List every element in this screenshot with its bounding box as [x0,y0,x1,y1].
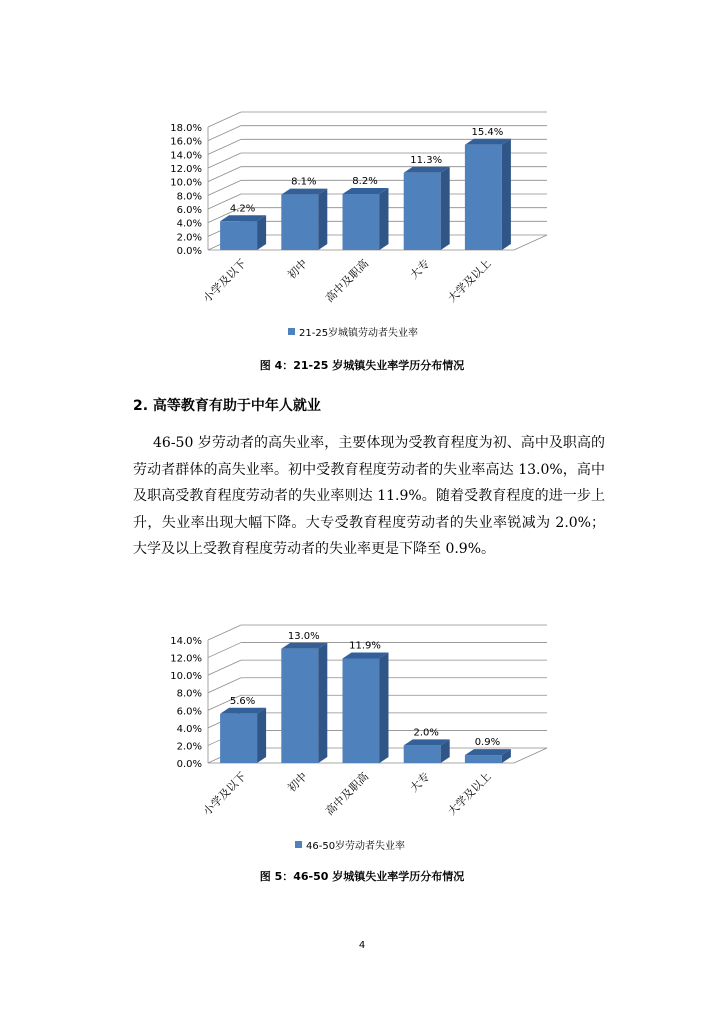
bar-0 [220,221,257,250]
grid-side-line [208,153,241,168]
bar-1 [281,195,318,250]
body-paragraph [133,430,605,563]
data-label-1: 13.0% [287,630,320,642]
bar-side-1 [318,643,327,763]
y-tick-label: 8.0% [176,191,202,203]
floor-right-edge [514,748,547,763]
y-tick-label: 0.0% [176,246,202,257]
y-tick-label: 18.0% [170,123,202,134]
bar-side-2 [380,652,389,763]
bar-group [465,749,511,763]
bar-group [343,188,389,250]
grid-side-line [208,180,241,195]
bar-2 [343,658,380,763]
bar-group [220,215,266,250]
y-tick-label: 14.0% [170,150,202,162]
legend-swatch [295,841,302,848]
y-tick-label: 10.0% [170,177,202,189]
bar-chart-svg [0,608,724,860]
bar-group [220,708,266,763]
data-label-4: 0.9% [474,737,501,749]
category-label-1: 初中 [285,256,310,282]
section-heading: 2. 高等教育有助于中年人就业 [133,398,321,414]
grid-side-line [208,167,241,182]
figure-4-caption: 图 4：21-25 岁城镇失业率学历分布情况 [259,359,465,372]
page-number: 4 [358,940,366,951]
y-tick-label: 6.0% [176,205,202,216]
y-tick-label: 12.0% [170,653,202,665]
y-tick-label: 4.0% [176,218,202,230]
bar-4 [465,145,502,250]
paragraph-text: 46-50 岁劳动者的高失业率，主要体现为受教育程度为初、高中及职高的劳动者群体的高失业率。初中受教育程度劳动者的失业率高达 13.0%，高中及职高受教育程度劳动者的失业率则达 11.9%。随着受教育程度的进一步上升，失业率出现大幅下降。大专受教育程度劳动者的失业率锐减为 2.0%；大学及以上受教育程度劳动者的失业率更是下降至 0.9%。 [133,435,605,557]
bar-3 [404,173,441,250]
bar-chart-svg [0,95,724,355]
data-label-1: 8.1% [291,176,317,188]
data-label-3: 11.3% [410,154,443,166]
category-label-4: 大学及以上 [445,256,494,306]
bar-1 [281,649,318,763]
data-label-4: 15.4% [471,126,504,138]
y-tick-label: 6.0% [176,706,202,718]
bar-group [465,139,511,250]
grid-side-line [208,660,241,675]
legend-label: 46-50岁劳动者失业率 [306,841,406,852]
legend-swatch [288,328,295,335]
category-label-0: 小学及以下 [200,256,249,306]
grid-side-line [208,126,241,141]
category-label-3: 大专 [407,256,433,282]
bar-side-1 [318,189,327,250]
y-tick-label: 14.0% [170,636,202,647]
chart-21-25-unemployment [0,95,724,355]
data-label-2: 11.9% [349,640,381,652]
bar-3 [404,745,441,763]
category-label-3: 大专 [407,769,433,795]
grid-side-line [208,625,241,640]
category-label-1: 初中 [285,769,310,795]
bar-side-4 [502,139,511,250]
legend [288,326,418,339]
bar-side-3 [441,167,450,250]
bar-0 [220,714,257,763]
legend [295,839,405,852]
data-label-0: 4.2% [229,203,256,215]
y-tick-label: 8.0% [176,688,202,700]
legend-label: 21-25岁城镇劳动者失业率 [299,328,419,339]
bar-side-0 [257,215,266,250]
floor-right-edge [514,235,547,250]
bar-side-0 [257,708,266,763]
bar-4 [465,755,502,763]
y-tick-label: 2.0% [176,741,202,753]
grid-side-line [208,678,241,693]
grid-side-line [208,643,241,658]
bar-group [343,652,389,763]
bar-2 [343,194,380,250]
grid-side-line [208,139,241,154]
bar-group [281,643,327,763]
y-tick-label: 16.0% [170,136,202,148]
category-label-4: 大学及以上 [445,769,494,819]
y-tick-label: 12.0% [170,164,202,175]
bar-side-2 [380,188,389,250]
data-label-3: 2.0% [413,727,439,739]
y-tick-label: 0.0% [176,759,202,770]
y-tick-label: 2.0% [176,232,202,244]
bar-group [281,189,327,250]
bar-group [404,167,450,250]
bar-group [404,739,450,763]
data-label-0: 5.6% [229,695,256,707]
figure-5-caption: 图 5：46-50 岁城镇失业率学历分布情况 [259,870,465,883]
chart-46-50-unemployment [0,608,724,860]
category-label-2: 高中及职高 [323,256,372,306]
y-tick-label: 10.0% [170,671,202,683]
category-label-2: 高中及职高 [323,769,372,819]
category-label-0: 小学及以下 [200,769,249,819]
grid-side-line [208,112,241,127]
data-label-2: 8.2% [352,175,378,187]
y-tick-label: 4.0% [176,723,202,735]
